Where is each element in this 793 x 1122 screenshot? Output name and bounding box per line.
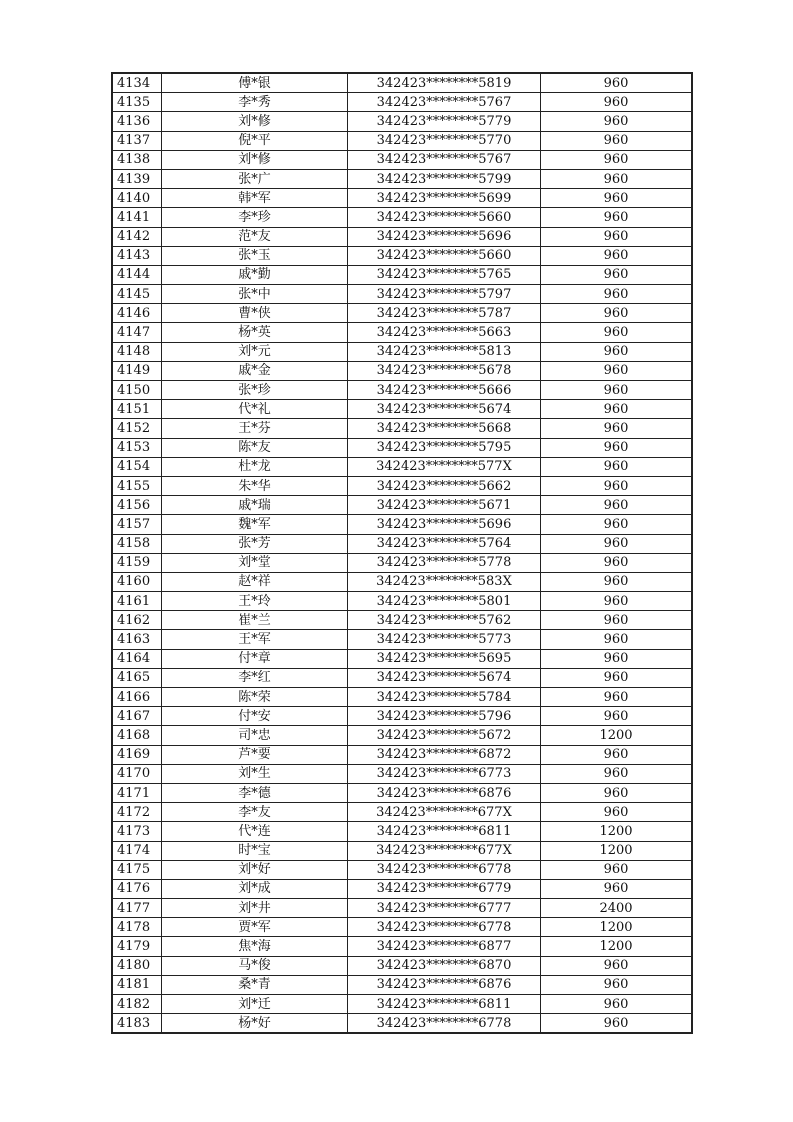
name-cell: 戚*瑞 — [162, 496, 348, 515]
table-row — [112, 956, 692, 975]
table-row — [112, 572, 692, 591]
amount-cell: 960 — [541, 860, 693, 879]
name-cell: 桑*青 — [162, 975, 348, 994]
name-cell: 王*玲 — [162, 592, 348, 611]
id-number-cell: 342423********5696 — [348, 227, 541, 246]
id-number-cell: 342423********577X — [348, 457, 541, 476]
row-number-cell: 4150 — [112, 381, 162, 400]
table-row — [112, 879, 692, 898]
name-cell: 李*友 — [162, 803, 348, 822]
row-number-cell: 4168 — [112, 726, 162, 745]
id-number-cell: 342423********583X — [348, 572, 541, 591]
name-cell: 张*玉 — [162, 246, 348, 265]
row-number-cell: 4173 — [112, 822, 162, 841]
row-number-cell: 4158 — [112, 534, 162, 553]
amount-cell: 960 — [541, 304, 693, 323]
table-row — [112, 208, 692, 227]
table-row — [112, 764, 692, 783]
id-number-cell: 342423********5787 — [348, 304, 541, 323]
amount-cell: 960 — [541, 534, 693, 553]
amount-cell: 1200 — [541, 822, 693, 841]
id-number-cell: 342423********5779 — [348, 112, 541, 131]
name-cell: 陈*友 — [162, 438, 348, 457]
id-number-cell: 342423********677X — [348, 803, 541, 822]
table-row — [112, 73, 692, 93]
name-cell: 李*红 — [162, 668, 348, 687]
amount-cell: 960 — [541, 93, 693, 112]
table-row — [112, 726, 692, 745]
id-number-cell: 342423********6811 — [348, 995, 541, 1014]
row-number-cell: 4139 — [112, 169, 162, 188]
amount-cell: 960 — [541, 611, 693, 630]
row-number-cell: 4153 — [112, 438, 162, 457]
row-number-cell: 4172 — [112, 803, 162, 822]
table-row — [112, 611, 692, 630]
table-row — [112, 822, 692, 841]
table-row — [112, 630, 692, 649]
table-row — [112, 553, 692, 572]
table-row — [112, 803, 692, 822]
row-number-cell: 4154 — [112, 457, 162, 476]
row-number-cell: 4140 — [112, 189, 162, 208]
name-cell: 韩*军 — [162, 189, 348, 208]
data-table — [111, 72, 693, 1034]
amount-cell: 960 — [541, 227, 693, 246]
row-number-cell: 4146 — [112, 304, 162, 323]
name-cell: 王*芬 — [162, 419, 348, 438]
amount-cell: 960 — [541, 285, 693, 304]
id-number-cell: 342423********5663 — [348, 323, 541, 342]
amount-cell: 960 — [541, 688, 693, 707]
amount-cell: 960 — [541, 112, 693, 131]
amount-cell: 960 — [541, 764, 693, 783]
row-number-cell: 4174 — [112, 841, 162, 860]
amount-cell: 960 — [541, 150, 693, 169]
id-number-cell: 342423********5767 — [348, 93, 541, 112]
name-cell: 焦*海 — [162, 937, 348, 956]
table-row — [112, 515, 692, 534]
name-cell: 魏*军 — [162, 515, 348, 534]
row-number-cell: 4145 — [112, 285, 162, 304]
name-cell: 代*连 — [162, 822, 348, 841]
row-number-cell: 4175 — [112, 860, 162, 879]
amount-cell: 960 — [541, 208, 693, 227]
table-row — [112, 1014, 692, 1034]
name-cell: 付*安 — [162, 707, 348, 726]
table-row — [112, 361, 692, 380]
name-cell: 赵*祥 — [162, 572, 348, 591]
table-row — [112, 688, 692, 707]
amount-cell: 960 — [541, 783, 693, 802]
name-cell: 李*珍 — [162, 208, 348, 227]
amount-cell: 960 — [541, 131, 693, 150]
name-cell: 张*珍 — [162, 381, 348, 400]
name-cell: 张*广 — [162, 169, 348, 188]
name-cell: 王*军 — [162, 630, 348, 649]
row-number-cell: 4155 — [112, 476, 162, 495]
row-number-cell: 4171 — [112, 783, 162, 802]
name-cell: 刘*修 — [162, 112, 348, 131]
name-cell: 杨*好 — [162, 1014, 348, 1034]
name-cell: 代*礼 — [162, 400, 348, 419]
row-number-cell: 4160 — [112, 572, 162, 591]
amount-cell: 960 — [541, 496, 693, 515]
row-number-cell: 4166 — [112, 688, 162, 707]
id-number-cell: 342423********5695 — [348, 649, 541, 668]
amount-cell: 960 — [541, 956, 693, 975]
name-cell: 杜*龙 — [162, 457, 348, 476]
amount-cell: 960 — [541, 553, 693, 572]
name-cell: 刘*堂 — [162, 553, 348, 572]
amount-cell: 960 — [541, 265, 693, 284]
id-number-cell: 342423********5819 — [348, 73, 541, 93]
row-number-cell: 4180 — [112, 956, 162, 975]
table-row — [112, 323, 692, 342]
row-number-cell: 4170 — [112, 764, 162, 783]
id-number-cell: 342423********6876 — [348, 783, 541, 802]
amount-cell: 1200 — [541, 918, 693, 937]
amount-cell: 960 — [541, 803, 693, 822]
amount-cell: 960 — [541, 361, 693, 380]
id-number-cell: 342423********5666 — [348, 381, 541, 400]
table-row — [112, 419, 692, 438]
table-row — [112, 285, 692, 304]
id-number-cell: 342423********5696 — [348, 515, 541, 534]
table-row — [112, 265, 692, 284]
table-row — [112, 93, 692, 112]
name-cell: 戚*勤 — [162, 265, 348, 284]
table-row — [112, 227, 692, 246]
id-number-cell: 342423********5770 — [348, 131, 541, 150]
row-number-cell: 4181 — [112, 975, 162, 994]
name-cell: 朱*华 — [162, 476, 348, 495]
id-number-cell: 342423********6877 — [348, 937, 541, 956]
amount-cell: 960 — [541, 572, 693, 591]
table-row — [112, 860, 692, 879]
table-row — [112, 745, 692, 764]
name-cell: 李*德 — [162, 783, 348, 802]
id-number-cell: 342423********5773 — [348, 630, 541, 649]
row-number-cell: 4162 — [112, 611, 162, 630]
name-cell: 付*章 — [162, 649, 348, 668]
name-cell: 司*忠 — [162, 726, 348, 745]
table-row — [112, 918, 692, 937]
row-number-cell: 4156 — [112, 496, 162, 515]
amount-cell: 1200 — [541, 726, 693, 745]
name-cell: 芦*要 — [162, 745, 348, 764]
amount-cell: 960 — [541, 457, 693, 476]
name-cell: 张*中 — [162, 285, 348, 304]
id-number-cell: 342423********5767 — [348, 150, 541, 169]
row-number-cell: 4159 — [112, 553, 162, 572]
id-number-cell: 342423********6773 — [348, 764, 541, 783]
amount-cell: 960 — [541, 1014, 693, 1034]
id-number-cell: 342423********5795 — [348, 438, 541, 457]
row-number-cell: 4163 — [112, 630, 162, 649]
amount-cell: 960 — [541, 592, 693, 611]
table-row — [112, 783, 692, 802]
name-cell: 刘*修 — [162, 150, 348, 169]
name-cell: 刘*好 — [162, 860, 348, 879]
amount-cell: 960 — [541, 476, 693, 495]
id-number-cell: 342423********5671 — [348, 496, 541, 515]
amount-cell: 960 — [541, 189, 693, 208]
id-number-cell: 342423********6778 — [348, 918, 541, 937]
table-row — [112, 438, 692, 457]
row-number-cell: 4143 — [112, 246, 162, 265]
id-number-cell: 342423********6778 — [348, 860, 541, 879]
id-number-cell: 342423********5672 — [348, 726, 541, 745]
id-number-cell: 342423********6777 — [348, 899, 541, 918]
row-number-cell: 4157 — [112, 515, 162, 534]
id-number-cell: 342423********5699 — [348, 189, 541, 208]
amount-cell: 960 — [541, 169, 693, 188]
name-cell: 刘*元 — [162, 342, 348, 361]
row-number-cell: 4134 — [112, 73, 162, 93]
name-cell: 刘*井 — [162, 899, 348, 918]
id-number-cell: 342423********5674 — [348, 400, 541, 419]
amount-cell: 960 — [541, 975, 693, 994]
table-row — [112, 707, 692, 726]
row-number-cell: 4138 — [112, 150, 162, 169]
table-row — [112, 342, 692, 361]
name-cell: 马*俊 — [162, 956, 348, 975]
amount-cell: 960 — [541, 707, 693, 726]
amount-cell: 960 — [541, 995, 693, 1014]
table-row — [112, 668, 692, 687]
id-number-cell: 342423********5784 — [348, 688, 541, 707]
table-row — [112, 534, 692, 553]
amount-cell: 960 — [541, 745, 693, 764]
amount-cell: 960 — [541, 73, 693, 93]
id-number-cell: 342423********6872 — [348, 745, 541, 764]
row-number-cell: 4149 — [112, 361, 162, 380]
table-row — [112, 592, 692, 611]
id-number-cell: 342423********5660 — [348, 246, 541, 265]
amount-cell: 960 — [541, 323, 693, 342]
row-number-cell: 4161 — [112, 592, 162, 611]
table-row — [112, 189, 692, 208]
name-cell: 时*宝 — [162, 841, 348, 860]
id-number-cell: 342423********5678 — [348, 361, 541, 380]
table-row — [112, 476, 692, 495]
name-cell: 贾*军 — [162, 918, 348, 937]
table-row — [112, 246, 692, 265]
table-row — [112, 112, 692, 131]
row-number-cell: 4136 — [112, 112, 162, 131]
amount-cell: 960 — [541, 438, 693, 457]
table-row — [112, 400, 692, 419]
amount-cell: 1200 — [541, 937, 693, 956]
amount-cell: 960 — [541, 515, 693, 534]
id-number-cell: 342423********6811 — [348, 822, 541, 841]
amount-cell: 960 — [541, 668, 693, 687]
table-row — [112, 304, 692, 323]
row-number-cell: 4182 — [112, 995, 162, 1014]
amount-cell: 960 — [541, 649, 693, 668]
row-number-cell: 4137 — [112, 131, 162, 150]
name-cell: 范*友 — [162, 227, 348, 246]
row-number-cell: 4141 — [112, 208, 162, 227]
table-row — [112, 975, 692, 994]
id-number-cell: 342423********5668 — [348, 419, 541, 438]
id-number-cell: 342423********5813 — [348, 342, 541, 361]
row-number-cell: 4167 — [112, 707, 162, 726]
table-row — [112, 457, 692, 476]
amount-cell: 1200 — [541, 841, 693, 860]
table-row — [112, 381, 692, 400]
id-number-cell: 342423********5797 — [348, 285, 541, 304]
amount-cell: 960 — [541, 342, 693, 361]
row-number-cell: 4144 — [112, 265, 162, 284]
name-cell: 李*秀 — [162, 93, 348, 112]
id-number-cell: 342423********5801 — [348, 592, 541, 611]
row-number-cell: 4151 — [112, 400, 162, 419]
id-number-cell: 342423********5764 — [348, 534, 541, 553]
row-number-cell: 4148 — [112, 342, 162, 361]
row-number-cell: 4177 — [112, 899, 162, 918]
name-cell: 崔*兰 — [162, 611, 348, 630]
name-cell: 傅*银 — [162, 73, 348, 93]
row-number-cell: 4165 — [112, 668, 162, 687]
table-row — [112, 841, 692, 860]
table-row — [112, 649, 692, 668]
name-cell: 刘*成 — [162, 879, 348, 898]
table-row — [112, 131, 692, 150]
id-number-cell: 342423********5674 — [348, 668, 541, 687]
id-number-cell: 342423********5796 — [348, 707, 541, 726]
name-cell: 陈*荣 — [162, 688, 348, 707]
amount-cell: 960 — [541, 879, 693, 898]
table-row — [112, 995, 692, 1014]
row-number-cell: 4152 — [112, 419, 162, 438]
id-number-cell: 342423********5799 — [348, 169, 541, 188]
name-cell: 戚*金 — [162, 361, 348, 380]
row-number-cell: 4178 — [112, 918, 162, 937]
id-number-cell: 342423********6876 — [348, 975, 541, 994]
id-number-cell: 342423********5662 — [348, 476, 541, 495]
table-row — [112, 937, 692, 956]
id-number-cell: 342423********5765 — [348, 265, 541, 284]
id-number-cell: 342423********6779 — [348, 879, 541, 898]
name-cell: 杨*英 — [162, 323, 348, 342]
row-number-cell: 4169 — [112, 745, 162, 764]
amount-cell: 960 — [541, 400, 693, 419]
table-row — [112, 169, 692, 188]
id-number-cell: 342423********5660 — [348, 208, 541, 227]
table-row — [112, 496, 692, 515]
name-cell: 刘*生 — [162, 764, 348, 783]
row-number-cell: 4179 — [112, 937, 162, 956]
amount-cell: 2400 — [541, 899, 693, 918]
row-number-cell: 4164 — [112, 649, 162, 668]
name-cell: 刘*迁 — [162, 995, 348, 1014]
id-number-cell: 342423********6778 — [348, 1014, 541, 1034]
amount-cell: 960 — [541, 630, 693, 649]
row-number-cell: 4142 — [112, 227, 162, 246]
amount-cell: 960 — [541, 381, 693, 400]
row-number-cell: 4176 — [112, 879, 162, 898]
id-number-cell: 342423********6870 — [348, 956, 541, 975]
name-cell: 张*芳 — [162, 534, 348, 553]
table-row — [112, 899, 692, 918]
amount-cell: 960 — [541, 419, 693, 438]
name-cell: 倪*平 — [162, 131, 348, 150]
row-number-cell: 4135 — [112, 93, 162, 112]
amount-cell: 960 — [541, 246, 693, 265]
name-cell: 曹*侠 — [162, 304, 348, 323]
id-number-cell: 342423********677X — [348, 841, 541, 860]
row-number-cell: 4183 — [112, 1014, 162, 1034]
row-number-cell: 4147 — [112, 323, 162, 342]
table-row — [112, 150, 692, 169]
table-body — [112, 73, 692, 1033]
id-number-cell: 342423********5762 — [348, 611, 541, 630]
id-number-cell: 342423********5778 — [348, 553, 541, 572]
